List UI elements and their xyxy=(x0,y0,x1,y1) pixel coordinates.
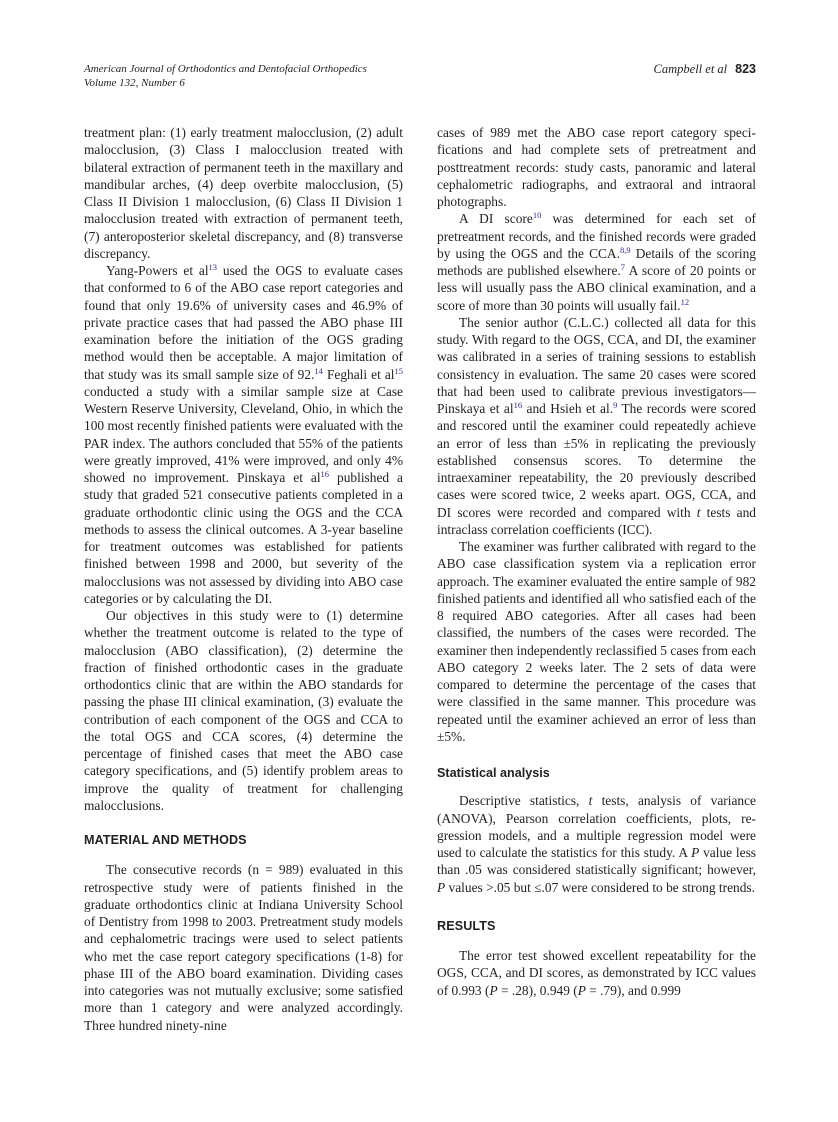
subsection-heading-statistics: Statistical analysis xyxy=(437,766,550,780)
paragraph: The error test showed excellent repeatability for the OGS, CCA, and DI scores, as demonstrated by ICC values of 0.993 (P = .28), 0.949 (P = .79), and 0.999 xyxy=(437,948,756,998)
citation-link[interactable]: 8,9 xyxy=(619,244,631,255)
paragraph: The senior author (C.L.C.) collected all data for this study. With regard to the OGS, CCA, and DI, the examiner was calibrated in a series of training sessions to establish consistency in evaluation. The same 20 cases were scored that had been used to calibrate previous investigators—Pinskaya et $al^{16}$ and Hsieh et al.$^9$ The records were scored and rescored until the examiner could repeatedly achieve an error of less than ±5% in replicating the previously established consensus scores. To determine the intraexaminer repeatability, the 20 previously described cases were scored twice, 2 weeks apart. OGS, CCA, and DI scores were recorded and compared with t tests and intraclass correlation coefficients (ICC). xyxy=(437,314,757,537)
paragraph: A DI score$^{10}$ was determined for each set of pretreatment records, and the finished records were graded by using the OGS and the CCA.$^{8,9}$ Details of the scoring methods are published elsewhere.$^7$ A score of 20 points or less will usually pass the ABO clinical examination, and a score of more than 30 points will usually fail.$^{12}$ xyxy=(437,210,757,313)
paragraph: Descriptive statistics, t tests, analysis of variance (ANOVA), Pearson correlation coefficients, plots, regression models, and a multiple regression model were used to calculate the statistics for this study. A P value less than .05 was considered statistically significant; however, P values >.05 but ≤.07 were considered to be strong trends. xyxy=(437,793,757,895)
citation-link[interactable]: 9 xyxy=(613,400,618,410)
journal-info xyxy=(84,62,367,90)
paragraph: cases of 989 met the ABO case report category specifications and had complete sets of pretreatment and posttreatment records: study casts, panoramic and lateral cephalometric radiographs, and extraoral and intraoral photographs. xyxy=(437,125,756,209)
section-heading-methods: MATERIAL AND METHODS xyxy=(84,833,247,847)
citation-link[interactable]: 14 xyxy=(314,365,323,376)
citation-link[interactable]: 13 xyxy=(208,262,218,272)
citation-link[interactable]: 10 xyxy=(532,210,542,221)
paragraph: treatment plan: (1) early treatment malocclusion, (2) adult malocclusion, (3) Class I malocclusion treated with bilateral extraction of permanent teeth in the maxillary and mandibular arches, (4) deep overbite malocclusion, (5) Class II Division 1 malocclusion, (6) Class II Division 1 malocclusion treated with extraction of permanent teeth, (7) anteroposterior skeletal discrepancy, and (8) transverse discrepancy. xyxy=(84,125,403,261)
page-number: 823 xyxy=(735,62,756,76)
left-column xyxy=(84,124,403,1034)
journal-volume: Volume 132, Number 6 xyxy=(84,77,185,89)
section-heading-results: RESULTS xyxy=(437,918,496,933)
running-header xyxy=(84,62,756,94)
right-column xyxy=(437,124,756,999)
paragraph: The examiner was further calibrated with regard to the ABO case classification system via a replication error approach. The examiner evaluated the entire sample of 982 finished patients and identified all who satisfied each of the 8 required ABO categories. After all cases had been classified, the numbers of the cases were recorded. The examiner then independently reclassified 5 cases from each ABO category 2 weeks later. The 2 sets of data were compared to determine the percentage of the cases that were classified in the same manner. This procedure was repeated until the examiner achieved an error of less than ±5%. xyxy=(437,539,756,744)
citation-link[interactable]: 15 xyxy=(394,365,403,376)
journal-title: American Journal of Orthodontics and Dentofacial Orthopedics xyxy=(84,63,367,75)
paragraph: Yang-Powers et $al^{13}$ used the OGS to evaluate cases that conformed to 6 of the ABO case report categories and found that only 19.6% of university cases and 46.9% of private practice cases that had passed the ABO phase III examination before the initiation of the OGS grading method would then be acceptable. A major limitation of that study was its small sample size of 92.14 Feghali et $al^{15}$ conducted a study with a similar sample size at Case Western Reserve University, Cleveland, Ohio, in which the 100 most recently finished patients were evaluated with the PAR index. The authors concluded that 55% of the patients were greatly improved, 41% were improved, and only 4% showed no improvement. Pinskaya et $al^{16}$ published a study that graded 521 consecutive patients completed in a graduate orthodontic clinic using the OGS and the CCA methods to assess the clinical outcomes. A 3-year baseline for treatment outcomes was established for patients finished between 1998 and 2000, but severity of the malocclusions was not assessed by dividing into ABO case categories or by calculating the DI. xyxy=(84,262,403,606)
running-authors: Campbell et al xyxy=(653,62,728,76)
citation-link[interactable]: 16 xyxy=(320,469,330,479)
page-info xyxy=(654,62,756,76)
paragraph: Our objectives in this study were to (1) determine whether the treatment outcome is related to the type of malocclusion (ABO classification), (2) determine the fraction of finished orthodontic cases in the graduate orthodontics clinic that are within the ABO standards for passing the phase III clinical examination, (3) evaluate the contribution of each component of the OGS and CCA to the total OGS and CCA scores, (4) determine the percentage of finished cases that meet the ABO case category specifications, and (5) identify problem areas to improve the quality of treatment for challenging malocclusions. xyxy=(84,608,403,813)
citation-link[interactable]: 16 xyxy=(513,400,523,410)
citation-link[interactable]: 7 xyxy=(620,262,625,272)
citation-link[interactable]: 12 xyxy=(680,296,690,307)
paragraph: The consecutive records (n = 989) evaluated in this retrospective study were of patients finished in the graduate orthodontics clinic at Indiana University School of Dentistry from 1998 to 2003. Pretreatment study models and cephalometric tracings were used to select patients who met the case report category specifications (1-8) for phase III of the ABO board examination. Dividing cases into categories was not mutually exclusive; some satisfied more than 1 category and were analyzed accordingly. Three hundred ninety-nine xyxy=(84,862,403,1033)
